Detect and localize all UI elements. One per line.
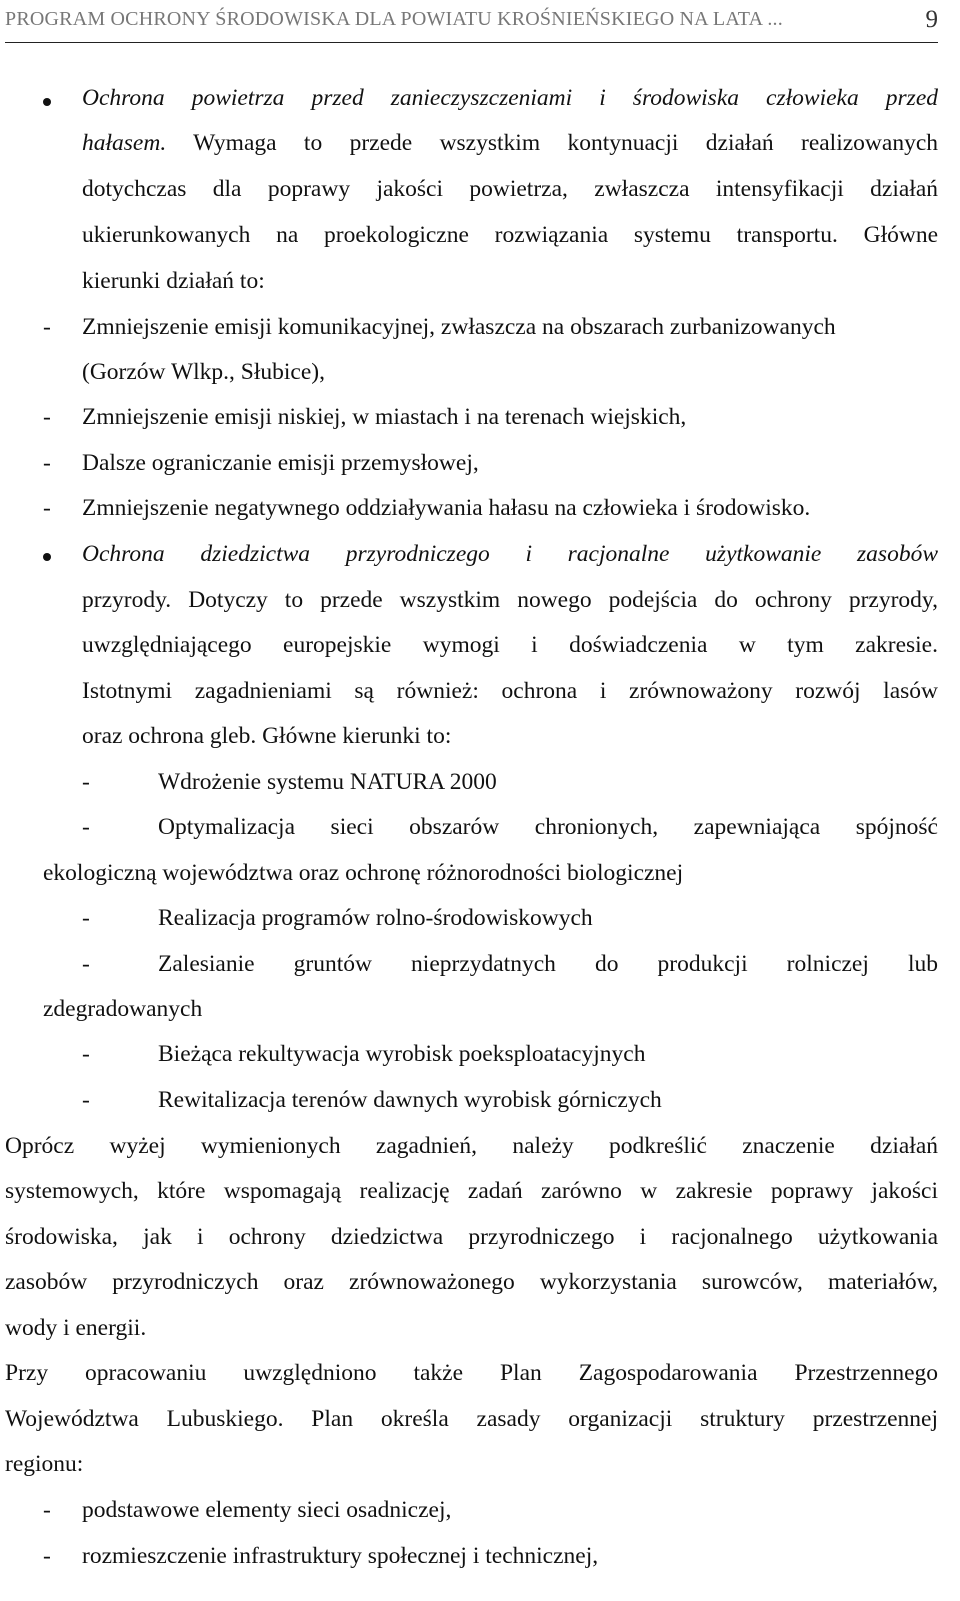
list-item: Bieżąca rekultywacja wyrobisk poeksploatacyjnych bbox=[158, 1041, 646, 1067]
dash-marker: - bbox=[43, 450, 51, 476]
list-item: podstawowe elementy sieci osadniczej, bbox=[82, 1497, 452, 1523]
list-item: Zmniejszenie emisji komunikacyjnej, zwłaszcza na obszarach zurbanizowanych bbox=[82, 314, 836, 340]
dash-marker: - bbox=[82, 814, 90, 840]
paragraph2-line: Województwa Lubuskiego. Plan określa zasady organizacji struktury przestrzennej bbox=[5, 1406, 938, 1432]
list-item: Zmniejszenie negatywnego oddziaływania hałasu na człowieka i środowisko. bbox=[82, 495, 811, 521]
page-number: 9 bbox=[925, 6, 938, 33]
section1-line1: Ochrona powietrza przed zanieczyszczeniami i środowiska człowieka przed bbox=[82, 85, 938, 111]
list-item: rozmieszczenie infrastruktury społecznej i technicznej, bbox=[82, 1543, 599, 1569]
section2-line1: Ochrona dziedzictwa przyrodniczego i racjonalne użytkowanie zasobów bbox=[82, 541, 938, 567]
dash-marker: - bbox=[43, 1543, 51, 1569]
list-item-continuation: (Gorzów Wlkp., Słubice), bbox=[82, 359, 325, 385]
dash-marker: - bbox=[82, 769, 90, 795]
section1-line3: dotychczas dla poprawy jakości powietrza, zwłaszcza intensyfikacji działań bbox=[82, 176, 938, 202]
list-item: Wdrożenie systemu NATURA 2000 bbox=[158, 769, 497, 795]
paragraph1-line: systemowych, które wspomagają realizację zadań zarówno w zakresie poprawy jakości bbox=[5, 1178, 938, 1204]
dash-marker: - bbox=[43, 495, 51, 521]
section1-line4: ukierunkowanych na proekologiczne rozwiązania systemu transportu. Główne bbox=[82, 222, 938, 248]
header-title: PROGRAM OCHRONY ŚRODOWISKA DLA POWIATU KROŚNIEŃSKIEGO NA LATA ... bbox=[5, 8, 783, 30]
list-item: Optymalizacja sieci obszarów chronionych, zapewniająca spójność bbox=[158, 814, 938, 840]
paragraph2-line: Przy opracowaniu uwzględniono także Plan Zagospodarowania Przestrzennego bbox=[5, 1360, 938, 1386]
list-item-continuation: zdegradowanych bbox=[43, 996, 203, 1022]
bullet-icon bbox=[43, 98, 51, 106]
page-header bbox=[5, 6, 938, 43]
section2-line5: oraz ochrona gleb. Główne kierunki to: bbox=[82, 723, 452, 749]
dash-marker: - bbox=[82, 951, 90, 977]
dash-marker: - bbox=[82, 1087, 90, 1113]
section2-line3: uwzględniającego europejskie wymogi i doświadczenia w tym zakresie. bbox=[82, 632, 938, 658]
list-item-continuation: ekologiczną województwa oraz ochronę różnorodności biologicznej bbox=[43, 860, 684, 886]
section2-line2: przyrody. Dotyczy to przede wszystkim nowego podejścia do ochrony przyrody, bbox=[82, 587, 939, 613]
paragraph1-line: Oprócz wyżej wymienionych zagadnień, należy podkreślić znaczenie działań bbox=[5, 1133, 938, 1159]
list-item: Realizacja programów rolno-środowiskowych bbox=[158, 905, 593, 931]
list-item: Zmniejszenie emisji niskiej, w miastach i na terenach wiejskich, bbox=[82, 404, 687, 430]
list-item: Rewitalizacja terenów dawnych wyrobisk górniczych bbox=[158, 1087, 662, 1113]
paragraph1-line: zasobów przyrodniczych oraz zrównoważonego wykorzystania surowców, materiałów, bbox=[5, 1269, 938, 1295]
paragraph1-line: środowiska, jak i ochrony dziedzictwa przyrodniczego i racjonalnego użytkowania bbox=[5, 1224, 938, 1250]
paragraph2-line: regionu: bbox=[5, 1451, 84, 1477]
paragraph1-line: wody i energii. bbox=[5, 1315, 147, 1341]
section1-line2: hałasem. Wymaga to przede wszystkim kontynuacji działań realizowanych bbox=[82, 130, 939, 156]
bullet-icon bbox=[43, 553, 51, 561]
dash-marker: - bbox=[82, 1041, 90, 1067]
list-item: Zalesianie gruntów nieprzydatnych do produkcji rolniczej lub bbox=[158, 951, 938, 977]
dash-marker: - bbox=[43, 1497, 51, 1523]
dash-marker: - bbox=[43, 314, 51, 340]
list-item: Dalsze ograniczanie emisji przemysłowej, bbox=[82, 450, 479, 476]
section2-line4: Istotnymi zagadnieniami są również: ochrona i zrównoważony rozwój lasów bbox=[82, 678, 938, 704]
dash-marker: - bbox=[43, 404, 51, 430]
dash-marker: - bbox=[82, 905, 90, 931]
section1-line5: kierunki działań to: bbox=[82, 268, 265, 294]
